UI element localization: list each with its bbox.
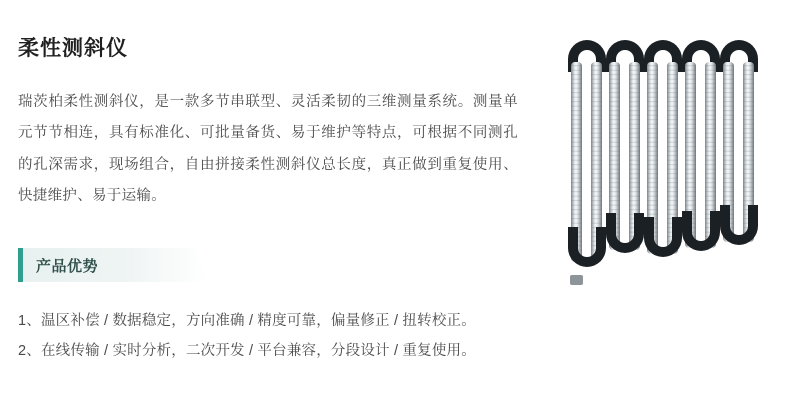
- tube-bend-bottom-icon: [644, 217, 682, 257]
- inclinometer-segment: [644, 40, 680, 285]
- inclinometer-segment: [720, 40, 756, 285]
- advantages-list: [18, 306, 538, 367]
- product-content: [18, 36, 538, 367]
- product-image: [568, 40, 778, 290]
- advantages-banner: [18, 248, 208, 282]
- tube-end-cap: [570, 275, 583, 285]
- tube-bend-bottom-icon: [682, 211, 720, 251]
- advantages-banner-label: 产品优势: [36, 257, 99, 275]
- inclinometer-segment: [568, 40, 604, 285]
- page-title: 柔性测斜仪: [18, 37, 128, 60]
- inclinometer-segment: [682, 40, 718, 285]
- tube-bend-bottom-icon: [568, 227, 606, 267]
- list-item: 2、在线传输 / 实时分析，二次开发 / 平台兼容，分段设计 / 重复使用。: [18, 343, 476, 360]
- product-description: 瑞茨柏柔性测斜仪，是一款多节串联型、灵活柔韧的三维测量系统。测量单元节节相连，具有标准化、可批量备货、易于维护等特点，可根据不同测孔的孔深需求，现场组合，自由拼接柔性测斜仪总长度，真正做到重复使用、快捷维护、易于运输。: [18, 94, 518, 204]
- tube-bend-bottom-icon: [606, 213, 644, 253]
- inclinometer-segment: [606, 40, 642, 285]
- tube-bend-bottom-icon: [720, 205, 758, 245]
- banner-accent-bar: [18, 248, 23, 282]
- list-item: 1、温区补偿 / 数据稳定，方向准确 / 精度可靠，偏量修正 / 扭转校正。: [18, 312, 476, 329]
